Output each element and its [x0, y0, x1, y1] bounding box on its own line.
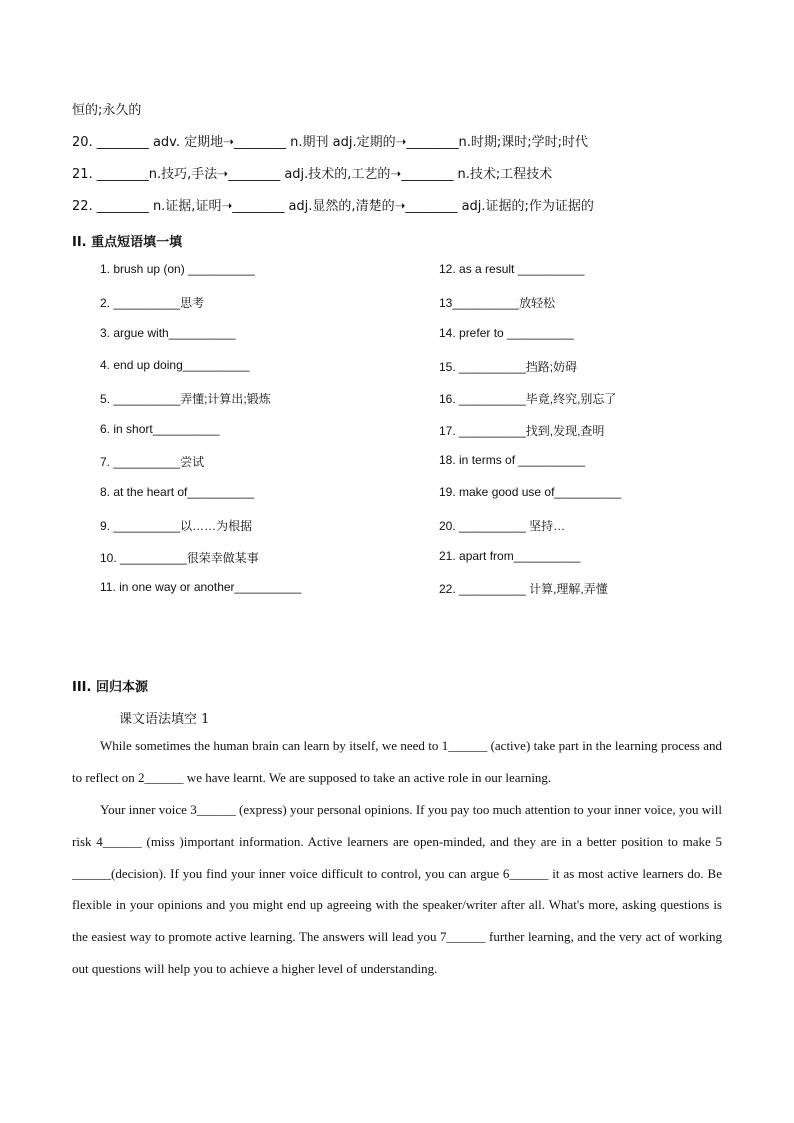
phrase-item: 9. __________以……为根据 — [100, 519, 253, 533]
phrase-item: 12. as a result __________ — [439, 262, 585, 276]
vocab-continuation: 恒的;永久的 — [72, 103, 142, 118]
phrase-item: 5. __________弄懂;计算出;锻炼 — [100, 392, 271, 406]
phrase-item: 14. prefer to __________ — [439, 326, 574, 340]
vocab-item-20: 20. ________ adv. 定期地➝________ n.期刊 adj.定期的➝________n.时期;课时;学时;时代 — [72, 135, 589, 150]
phrase-item: 19. make good use of__________ — [439, 485, 622, 499]
phrase-item: 21. apart from__________ — [439, 549, 581, 563]
phrase-item: 1. brush up (on) __________ — [100, 262, 255, 276]
phrase-item: 2. __________思考 — [100, 296, 205, 310]
exercise-subtitle: 课文语法填空 1 — [119, 712, 210, 727]
section-title-review: III. 回归本源 — [72, 680, 148, 695]
phrase-item: 17. __________找到,发现,查明 — [439, 424, 605, 438]
phrase-item: 7. __________尝试 — [100, 455, 205, 469]
phrase-item: 22. __________ 计算,理解,弄懂 — [439, 582, 608, 596]
phrase-item: 10. __________很荣幸做某事 — [100, 551, 259, 565]
phrase-item: 15. __________挡路;妨碍 — [439, 360, 578, 374]
phrase-item: 3. argue with__________ — [100, 326, 236, 340]
passage-paragraph-1: While sometimes the human brain can learn by itself, we need to 1______ (active) take part in the learning process and to reflect on 2______ we have learnt. We are supposed to take an active role in our learning. — [72, 738, 722, 785]
section-title-phrases: II. 重点短语填一填 — [72, 235, 183, 250]
vocab-item-21: 21. ________n.技巧,手法➝________ adj.技术的,工艺的➝________ n.技术;工程技术 — [72, 167, 553, 182]
phrase-item: 16. __________毕竟,终究,别忘了 — [439, 392, 617, 406]
phrase-item: 18. in terms of __________ — [439, 453, 586, 467]
passage-paragraph-2: Your inner voice 3______ (express) your personal opinions. If you pay too much attention to your inner voice, you will risk 4______ (miss )important information. Active learners are open-minded, and they are in a better position to make 5 ______(decision). If you find your inner voice difficult to control, you can argue 6______ it as most active learners do. Be flexible in your opinions and you might end up agreeing with the speaker/writer after all. What's more, asking questions is the easiest way to promote active learning. The answers will lead you 7______ further learning, and the very act of working out questions will help you to achieve a higher level of understanding. — [72, 802, 722, 976]
phrase-item: 13__________放轻松 — [439, 296, 556, 310]
phrase-item: 6. in short__________ — [100, 422, 220, 436]
phrase-item: 8. at the heart of__________ — [100, 485, 255, 499]
phrase-item: 20. __________ 坚持… — [439, 519, 566, 533]
phrase-item: 11. in one way or another__________ — [100, 580, 302, 594]
vocab-item-22: 22. ________ n.证据,证明➝________ adj.显然的,清楚的➝________ adj.证据的;作为证据的 — [72, 199, 594, 214]
phrase-item: 4. end up doing__________ — [100, 358, 250, 372]
